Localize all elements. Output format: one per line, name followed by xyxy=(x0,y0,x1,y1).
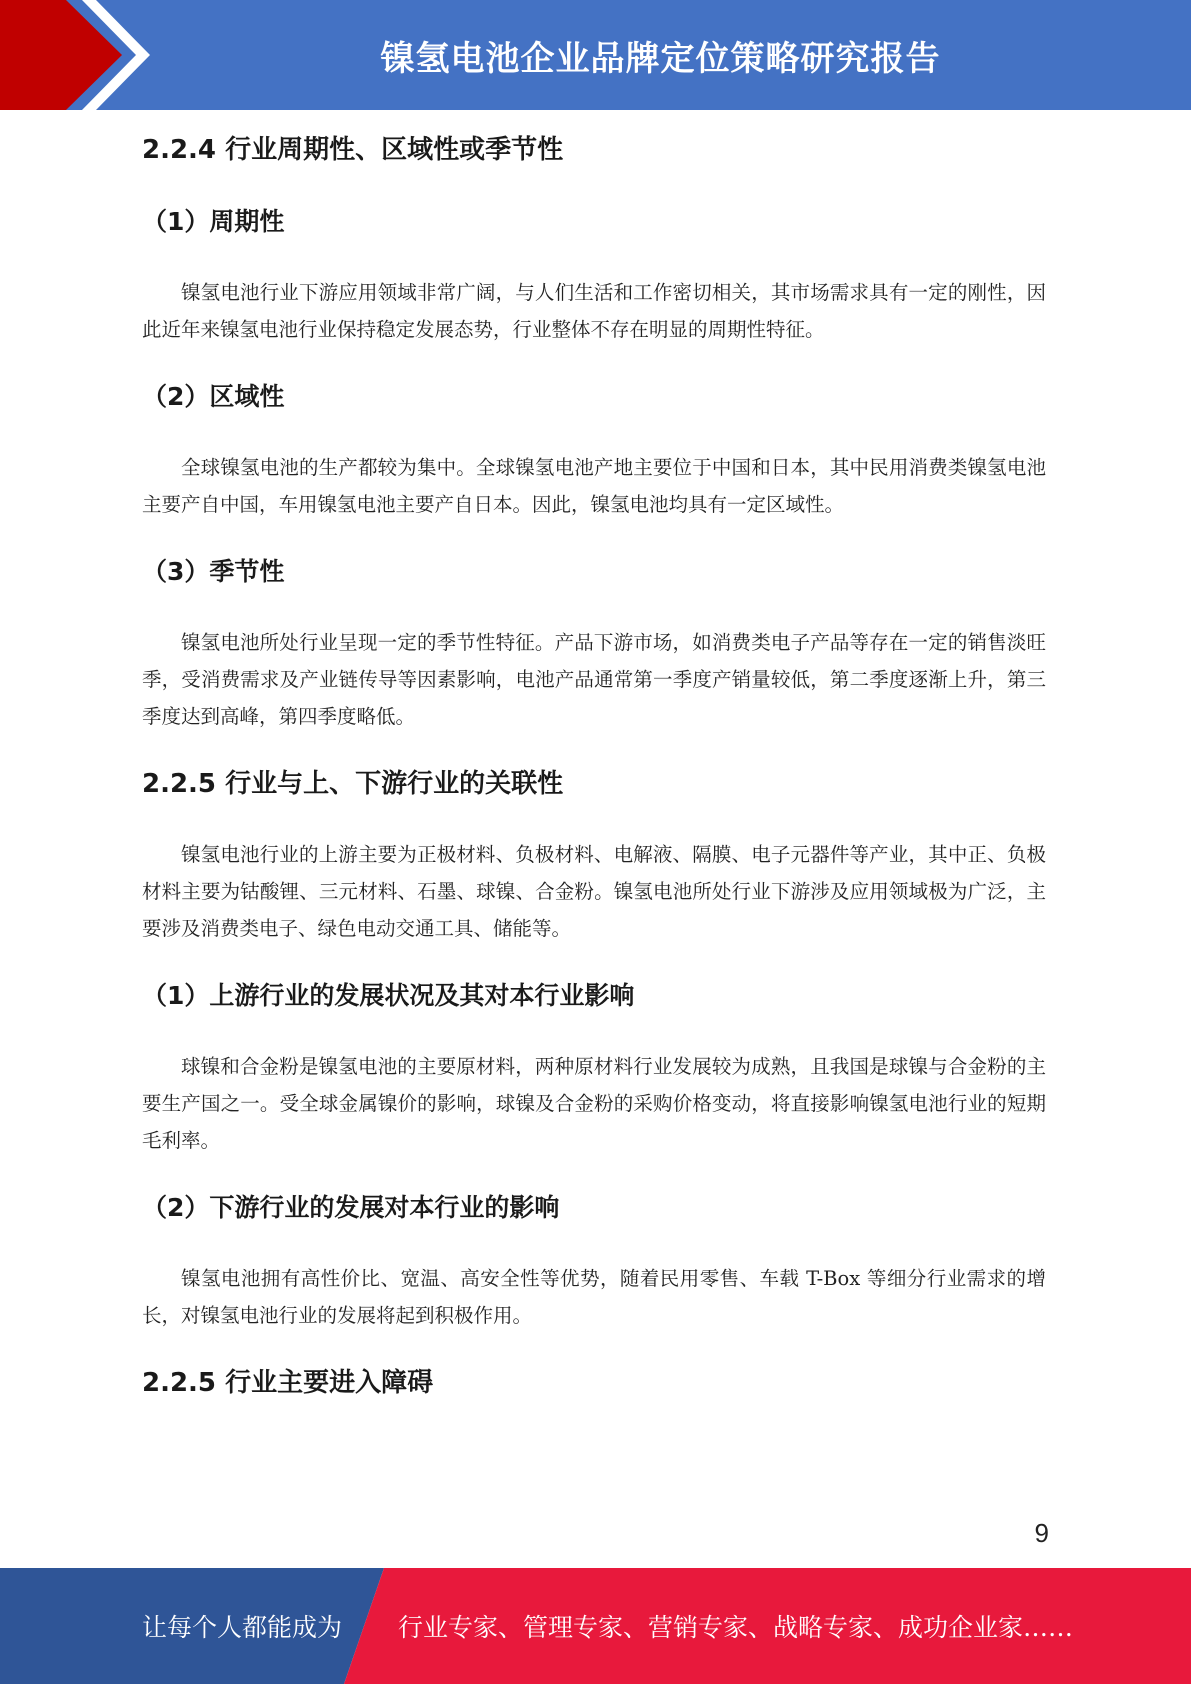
page-header xyxy=(0,0,1191,110)
document-body xyxy=(142,130,1046,1403)
footer-slogan-left: 让每个人都能成为 xyxy=(142,1613,343,1642)
header-title: 镍氢电池企业品牌定位策略研究报告 xyxy=(380,38,941,79)
subheading-upstream: （1）上游行业的发展状况及其对本行业影响 xyxy=(142,981,635,1010)
subheading-regionality: （2）区域性 xyxy=(142,382,285,411)
subheading-downstream: （2）下游行业的发展对本行业的影响 xyxy=(142,1193,560,1222)
subheading-seasonality: （3）季节性 xyxy=(142,557,285,586)
page-footer xyxy=(0,1568,1191,1684)
footer-slogan-right: 行业专家、管理专家、营销专家、战略专家、成功企业家…… xyxy=(398,1613,1074,1642)
header-arrow-decoration xyxy=(0,0,160,110)
page-number: 9 xyxy=(1034,1518,1049,1548)
section-heading-2-2-4: 2.2.4 行业周期性、区域性或季节性 xyxy=(142,135,564,165)
paragraph-upstream: 球镍和合金粉是镍氢电池的主要原材料，两种原材料行业发展较为成熟，且我国是球镍与合金粉的主要生产国之一。受全球金属镍价的影响，球镍及合金粉的采购价格变动，将直接影响镍氢电池行业的短期毛利率。 xyxy=(142,1055,1046,1152)
paragraph-regionality: 全球镍氢电池的生产都较为集中。全球镍氢电池产地主要位于中国和日本，其中民用消费类镍氢电池主要产自中国，车用镍氢电池主要产自日本。因此，镍氢电池均具有一定区域性。 xyxy=(142,456,1046,516)
section-heading-2-2-5-barriers: 2.2.5 行业主要进入障碍 xyxy=(142,1368,434,1398)
subheading-cyclicality: （1）周期性 xyxy=(142,207,285,236)
section-heading-2-2-5-relevance: 2.2.5 行业与上、下游行业的关联性 xyxy=(142,769,564,799)
paragraph-cyclicality: 镍氢电池行业下游应用领域非常广阔，与人们生活和工作密切相关，其市场需求具有一定的刚性，因此近年来镍氢电池行业保持稳定发展态势，行业整体不存在明显的周期性特征。 xyxy=(142,281,1046,341)
paragraph-seasonality: 镍氢电池所处行业呈现一定的季节性特征。产品下游市场，如消费类电子产品等存在一定的销售淡旺季，受消费需求及产业链传导等因素影响，电池产品通常第一季度产销量较低，第二季度逐渐上升，第三季度达到高峰，第四季度略低。 xyxy=(142,631,1046,728)
paragraph-downstream: 镍氢电池拥有高性价比、宽温、高安全性等优势，随着民用零售、车载 T-Box 等细分行业需求的增长，对镍氢电池行业的发展将起到积极作用。 xyxy=(142,1267,1046,1327)
paragraph-relevance: 镍氢电池行业的上游主要为正极材料、负极材料、电解液、隔膜、电子元器件等产业，其中正、负极材料主要为钴酸锂、三元材料、石墨、球镍、合金粉。镍氢电池所处行业下游涉及应用领域极为广泛，主要涉及消费类电子、绿色电动交通工具、储能等。 xyxy=(142,843,1046,940)
